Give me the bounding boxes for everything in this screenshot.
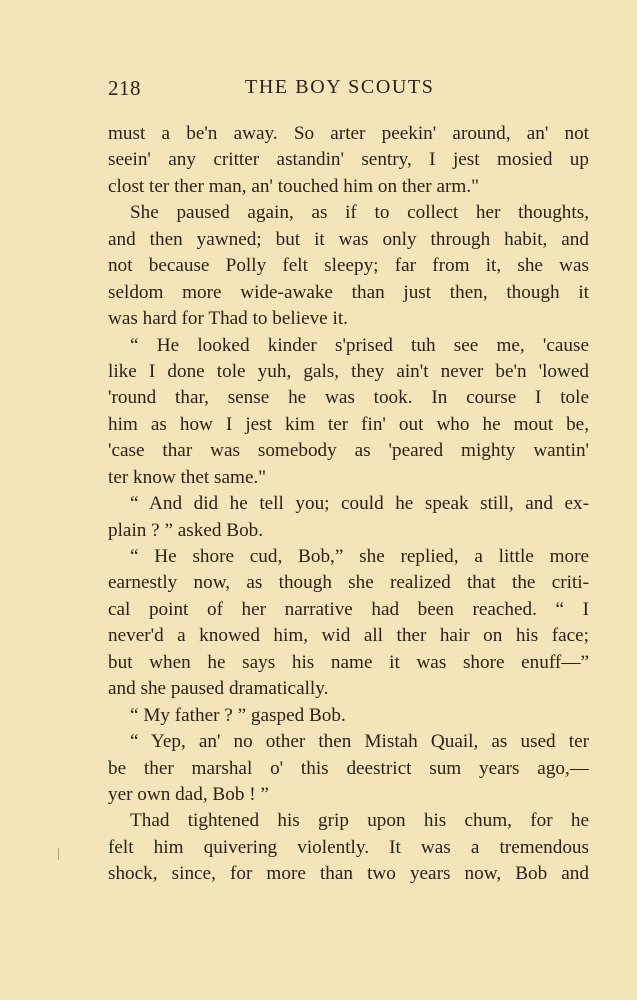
- text-line: be ther marshal o' this deestrict sum years ago,—: [108, 757, 589, 779]
- text-line: was hard for Thad to believe it.: [108, 308, 348, 330]
- text-line: but when he says his name it was shore enuff—”: [108, 651, 589, 673]
- text-line: felt him quivering violently. It was a tremendous: [108, 836, 589, 858]
- text-line: seein' any critter astandin' sentry, I jest mosied up: [108, 149, 589, 171]
- text-line: Thad tightened his grip upon his chum, for he: [130, 810, 589, 832]
- text-line: “ He looked kinder s'prised tuh see me, 'cause: [130, 334, 589, 356]
- running-head: THE BOY SCOUTS: [245, 76, 435, 98]
- text-line: must a be'n away. So arter peekin' around, an' not: [108, 123, 589, 144]
- text-line: “ He shore cud, Bob,” she replied, a little more: [130, 546, 589, 567]
- text-line: ter know thet same.": [108, 466, 267, 488]
- text-line: “ Yep, an' no other then Mistah Quail, as used ter: [130, 731, 589, 753]
- margin-mark: [58, 848, 59, 860]
- text-line: like I done tole yuh, gals, they ain't never be'n 'lowed: [108, 360, 589, 382]
- text-line: never'd a knowed him, wid all ther hair on his face;: [108, 625, 589, 647]
- page-number: 218: [108, 76, 141, 100]
- text-line: plain ? ” asked Bob.: [108, 519, 264, 541]
- text-line: “ And did he tell you; could he speak still, and ex-: [130, 493, 589, 515]
- text-line: shock, since, for more than two years now, Bob and: [108, 863, 589, 885]
- text-line: yer own dad, Bob ! ”: [108, 783, 269, 805]
- text-line: earnestly now, as though she realized that the criti-: [108, 572, 589, 594]
- text-line: and she paused dramatically.: [108, 678, 329, 700]
- text-line: 'round thar, sense he was took. In course I tole: [108, 387, 589, 409]
- text-line: him as how I jest kim ter fin' out who he mout be,: [108, 413, 589, 435]
- text-line: not because Polly felt sleepy; far from it, she was: [108, 255, 589, 277]
- body-text: [108, 121, 589, 888]
- text-line: 'case thar was somebody as 'peared mighty wantin': [108, 440, 589, 462]
- text-line: seldom more wide-awake than just then, though it: [108, 281, 589, 303]
- text-line: “ My father ? ” gasped Bob.: [130, 704, 346, 726]
- page-header: [108, 76, 588, 104]
- text-line: and then yawned; but it was only through habit, and: [108, 228, 589, 250]
- text-line: She paused again, as if to collect her thoughts,: [130, 202, 589, 224]
- text-line: clost ter ther man, an' touched him on ther arm.": [108, 175, 479, 197]
- text-line: cal point of her narrative had been reached. “ I: [108, 598, 589, 620]
